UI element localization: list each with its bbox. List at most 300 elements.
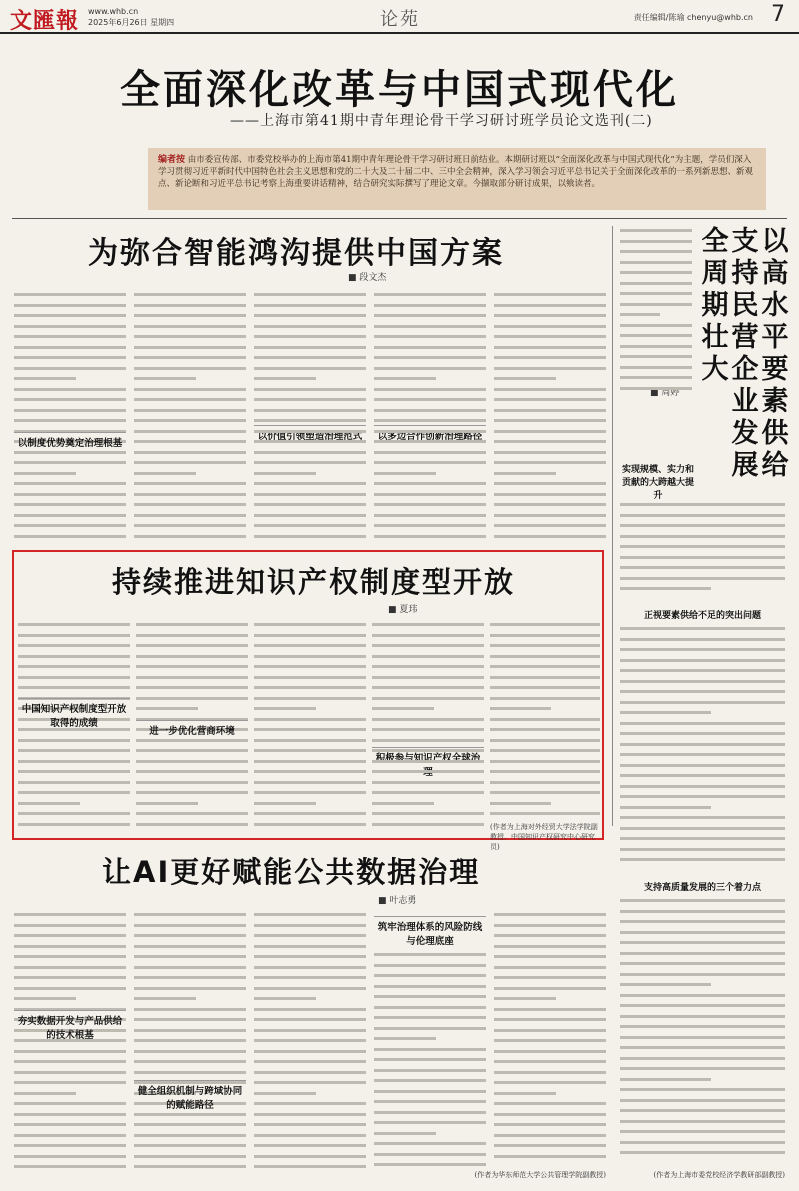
text-line xyxy=(620,1012,785,1018)
text-line xyxy=(14,521,126,527)
text-line xyxy=(14,374,76,380)
article-1-subhead-1: 以制度优势奠定治理根基 xyxy=(14,432,126,449)
article-1-subhead-3: 以多边合作创新治理路径 xyxy=(374,425,486,442)
text-line xyxy=(18,631,130,637)
text-line xyxy=(18,641,130,647)
text-line xyxy=(620,584,711,590)
text-line xyxy=(494,1057,606,1063)
text-line xyxy=(136,641,248,647)
text-line xyxy=(374,364,486,370)
text-line xyxy=(254,1152,366,1158)
text-line xyxy=(136,820,248,826)
text-line xyxy=(136,767,248,773)
text-line xyxy=(620,1106,785,1112)
text-line xyxy=(372,683,484,689)
text-line xyxy=(620,321,692,327)
text-line xyxy=(14,511,126,517)
issue-date: 2025年6月26日 星期四 xyxy=(88,18,175,27)
text-line xyxy=(136,620,248,626)
text-line xyxy=(372,778,484,784)
text-line xyxy=(374,992,486,998)
text-line xyxy=(134,1141,246,1147)
text-line xyxy=(254,704,316,710)
text-line xyxy=(14,343,126,349)
text-line xyxy=(254,1078,366,1084)
article-1-col-1 xyxy=(14,290,126,545)
text-line xyxy=(18,673,130,679)
text-line xyxy=(18,757,130,763)
text-line xyxy=(14,931,126,937)
text-line xyxy=(372,715,484,721)
title-col-2: 支持民营 企业发展 xyxy=(731,226,759,481)
newspaper-logo: 文匯報 xyxy=(10,8,80,34)
text-line xyxy=(254,994,316,1000)
text-line xyxy=(620,750,785,756)
text-line xyxy=(374,1108,486,1114)
text-line xyxy=(14,1120,126,1126)
text-line xyxy=(620,917,785,923)
text-line xyxy=(620,1001,785,1007)
text-line xyxy=(490,715,600,721)
text-line xyxy=(254,1162,366,1168)
text-line xyxy=(134,910,246,916)
text-line xyxy=(136,704,198,710)
text-line xyxy=(254,406,366,412)
article-1-subhead-2: 以价值引领塑造治理范式 xyxy=(254,425,366,442)
text-line xyxy=(14,1068,126,1074)
text-line xyxy=(254,1068,366,1074)
text-line xyxy=(14,1141,126,1147)
article-byline-3: ■ 夏玮 xyxy=(388,602,417,615)
text-line xyxy=(14,952,126,958)
text-line xyxy=(620,928,785,934)
text-line xyxy=(374,332,486,338)
text-line xyxy=(134,1131,246,1137)
text-line xyxy=(372,673,484,679)
text-line xyxy=(494,931,606,937)
text-line xyxy=(494,343,606,349)
text-line xyxy=(620,279,692,285)
text-line xyxy=(620,813,785,819)
text-line xyxy=(620,698,785,704)
text-line xyxy=(254,631,366,637)
text-line xyxy=(254,448,366,454)
article-3-col-4 xyxy=(372,620,484,830)
article-3-subhead-3: 积极参与知识产权全球治理 xyxy=(372,747,484,778)
article-title-3[interactable]: 持续推进知识产权制度型开放 xyxy=(112,565,516,599)
text-line xyxy=(620,855,785,861)
body-text xyxy=(620,624,785,861)
text-line xyxy=(254,1089,316,1095)
text-line xyxy=(14,1099,126,1105)
body-text xyxy=(254,910,366,1168)
text-line xyxy=(134,353,246,359)
text-line xyxy=(134,364,246,370)
text-line xyxy=(254,1026,366,1032)
text-line xyxy=(136,809,248,815)
text-line xyxy=(254,942,366,948)
text-line xyxy=(14,416,126,422)
text-line xyxy=(374,343,486,349)
text-line xyxy=(14,490,126,496)
text-line xyxy=(620,959,785,965)
text-line xyxy=(374,511,486,517)
text-line xyxy=(374,385,486,391)
text-line xyxy=(374,479,486,485)
editor-note xyxy=(148,148,766,210)
text-line xyxy=(14,942,126,948)
text-line xyxy=(374,301,486,307)
article-4-col-3 xyxy=(254,910,366,1180)
article-3-footnote: (作者为上海对外经贸大学法学院副教授、中国知识产权研究中心研究员) xyxy=(490,823,598,851)
text-line xyxy=(620,970,785,976)
text-line xyxy=(254,757,366,763)
text-line xyxy=(490,778,600,784)
text-line xyxy=(134,1068,246,1074)
body-text xyxy=(490,620,600,815)
text-line xyxy=(372,736,484,742)
text-line xyxy=(254,311,366,317)
text-line xyxy=(254,290,366,296)
text-line xyxy=(620,938,785,944)
text-line xyxy=(372,767,484,773)
text-line xyxy=(134,921,246,927)
text-line xyxy=(254,374,316,380)
text-line xyxy=(374,353,486,359)
article-byline-1: ■ 段文杰 xyxy=(348,270,386,283)
feature-subtitle: ——上海市第41期中青年理论骨干学习研讨班学员论文选刊(二) xyxy=(230,113,653,129)
text-line xyxy=(14,395,126,401)
text-line xyxy=(254,1110,366,1116)
text-line xyxy=(494,521,606,527)
text-line xyxy=(136,694,248,700)
text-line xyxy=(254,437,366,443)
text-line xyxy=(134,395,246,401)
text-line xyxy=(254,820,366,826)
text-line xyxy=(136,631,248,637)
text-line xyxy=(494,921,606,927)
text-line xyxy=(620,1054,785,1060)
text-line xyxy=(620,792,785,798)
article-3-col-3 xyxy=(254,620,366,830)
text-line xyxy=(372,809,484,815)
text-line xyxy=(494,1089,556,1095)
text-line xyxy=(494,374,556,380)
text-line xyxy=(620,907,785,913)
text-line xyxy=(490,641,600,647)
text-line xyxy=(620,803,711,809)
text-line xyxy=(494,963,606,969)
text-line xyxy=(18,809,130,815)
text-line xyxy=(14,406,126,412)
text-line xyxy=(620,384,692,390)
text-line xyxy=(494,1078,606,1084)
text-line xyxy=(18,767,130,773)
site-url[interactable]: www.whb.cn xyxy=(88,7,139,16)
text-line xyxy=(374,500,486,506)
article-2-subhead-1: 实现规模、实力和贡献的大跨越大提升 xyxy=(621,465,694,501)
text-line xyxy=(620,761,785,767)
text-line xyxy=(14,311,126,317)
text-line xyxy=(490,694,600,700)
text-line xyxy=(136,662,248,668)
text-line xyxy=(134,500,246,506)
text-line xyxy=(620,834,785,840)
text-line xyxy=(134,1152,246,1158)
text-line xyxy=(494,353,606,359)
text-line xyxy=(494,1036,606,1042)
article-1-col-4 xyxy=(374,290,486,545)
text-line xyxy=(620,824,785,830)
text-line xyxy=(134,343,246,349)
text-line xyxy=(254,385,366,391)
text-line xyxy=(254,479,366,485)
text-line xyxy=(374,1129,436,1135)
text-line xyxy=(620,1117,785,1123)
article-4-col-1 xyxy=(14,910,126,1180)
article-4-col-5 xyxy=(494,910,606,1165)
text-line xyxy=(374,1139,486,1145)
text-line xyxy=(14,458,126,464)
text-line xyxy=(134,1057,246,1063)
text-line xyxy=(18,652,130,658)
text-line xyxy=(620,268,692,274)
text-line xyxy=(254,809,366,815)
text-line xyxy=(620,729,785,735)
text-line xyxy=(14,1152,126,1158)
text-line xyxy=(374,971,486,977)
text-line xyxy=(620,771,785,777)
text-line xyxy=(136,778,248,784)
body-text xyxy=(374,290,486,538)
text-line xyxy=(494,364,606,370)
text-line xyxy=(490,683,600,689)
text-line xyxy=(494,1015,606,1021)
text-line xyxy=(494,994,556,1000)
article-2-subhead-3: 支持高质量发展的三个着力点 xyxy=(643,883,761,893)
text-line xyxy=(620,363,692,369)
text-line xyxy=(134,1005,246,1011)
text-line xyxy=(254,1099,366,1105)
section-name: 论苑 xyxy=(380,9,420,30)
text-line xyxy=(254,1057,366,1063)
text-line xyxy=(254,395,366,401)
text-line xyxy=(494,427,606,433)
text-line xyxy=(254,322,366,328)
text-line xyxy=(494,1047,606,1053)
text-line xyxy=(136,746,248,752)
text-line xyxy=(494,532,606,538)
article-title-2[interactable] xyxy=(700,226,790,481)
text-line xyxy=(254,1120,366,1126)
text-line xyxy=(374,1066,486,1072)
text-line xyxy=(490,725,600,731)
text-line xyxy=(494,1141,606,1147)
text-line xyxy=(14,963,126,969)
text-line xyxy=(254,427,366,433)
text-line xyxy=(254,984,366,990)
text-line xyxy=(374,532,486,538)
text-line xyxy=(14,353,126,359)
article-4-footnote: (作者为华东师范大学公共管理学院副教授) xyxy=(474,1171,606,1179)
text-line xyxy=(254,641,366,647)
text-line xyxy=(620,500,785,506)
text-line xyxy=(14,984,126,990)
text-line xyxy=(494,910,606,916)
text-line xyxy=(372,694,484,700)
text-line xyxy=(374,322,486,328)
text-line xyxy=(372,631,484,637)
text-line xyxy=(254,799,316,805)
body-text xyxy=(254,290,366,538)
text-line xyxy=(134,963,246,969)
text-line xyxy=(254,332,366,338)
text-line xyxy=(374,1076,486,1082)
text-line xyxy=(14,910,126,916)
text-line xyxy=(490,809,600,815)
text-line xyxy=(136,683,248,689)
text-line xyxy=(254,778,366,784)
text-line xyxy=(134,427,246,433)
text-line xyxy=(374,1150,486,1156)
text-line xyxy=(14,479,126,485)
text-line xyxy=(134,931,246,937)
text-line xyxy=(134,1120,246,1126)
text-line xyxy=(620,1148,785,1154)
text-line xyxy=(374,1045,486,1051)
text-line xyxy=(494,1099,606,1105)
text-line xyxy=(494,942,606,948)
text-line xyxy=(372,799,434,805)
text-line xyxy=(494,1120,606,1126)
text-line xyxy=(134,1036,246,1042)
text-line xyxy=(254,736,366,742)
text-line xyxy=(254,662,366,668)
text-line xyxy=(14,364,126,370)
article-2-subhead-2: 正视要素供给不足的突出问题 xyxy=(643,611,761,621)
body-text xyxy=(134,290,246,538)
text-line xyxy=(254,767,366,773)
text-line xyxy=(18,778,130,784)
article-1-col-3 xyxy=(254,290,366,545)
article-title-1[interactable]: 为弥合智能鸿沟提供中国方案 xyxy=(88,236,504,271)
article-4-subhead-1: 夯实数据开发与产品供给的技术根基 xyxy=(14,1010,126,1041)
text-line xyxy=(372,820,484,826)
text-line xyxy=(134,973,246,979)
text-line xyxy=(620,708,711,714)
text-line xyxy=(494,395,606,401)
text-line xyxy=(490,788,600,794)
text-line xyxy=(136,757,248,763)
text-line xyxy=(254,694,366,700)
text-line xyxy=(254,973,366,979)
divider xyxy=(12,218,787,219)
text-line xyxy=(490,799,551,805)
text-line xyxy=(620,342,692,348)
text-line xyxy=(620,677,785,683)
text-line xyxy=(134,521,246,527)
text-line xyxy=(14,1110,126,1116)
text-line xyxy=(494,290,606,296)
text-line xyxy=(620,991,785,997)
text-line xyxy=(620,289,692,295)
text-line xyxy=(494,479,606,485)
text-line xyxy=(14,1089,76,1095)
text-line xyxy=(134,332,246,338)
article-4-subhead-2: 健全组织机制与跨域协同的赋能路径 xyxy=(134,1080,246,1111)
text-line xyxy=(620,1138,785,1144)
text-line xyxy=(18,799,80,805)
text-line xyxy=(620,1096,785,1102)
text-line xyxy=(494,1005,606,1011)
text-line xyxy=(494,406,606,412)
text-line xyxy=(254,469,316,475)
article-title-4[interactable]: 让AI更好赋能公共数据治理 xyxy=(102,855,481,889)
text-line xyxy=(374,1055,486,1061)
text-line xyxy=(134,322,246,328)
text-line xyxy=(372,641,484,647)
text-line xyxy=(620,782,785,788)
text-line xyxy=(620,226,692,232)
text-line xyxy=(18,820,130,826)
text-line xyxy=(620,521,785,527)
text-line xyxy=(254,1047,366,1053)
text-line xyxy=(372,757,484,763)
text-line xyxy=(254,931,366,937)
text-line xyxy=(14,1162,126,1168)
text-line xyxy=(494,952,606,958)
masthead xyxy=(0,0,799,34)
text-line xyxy=(374,982,486,988)
text-line xyxy=(254,343,366,349)
article-2-col-1 xyxy=(620,226,692,396)
text-line xyxy=(374,458,486,464)
text-line xyxy=(620,666,785,672)
text-line xyxy=(374,374,436,380)
article-3-col-5 xyxy=(490,620,600,820)
text-line xyxy=(254,683,366,689)
text-line xyxy=(490,746,600,752)
text-line xyxy=(14,290,126,296)
feature-title: 全面深化改革与中国式现代化 xyxy=(120,67,679,113)
text-line xyxy=(14,322,126,328)
text-line xyxy=(134,406,246,412)
text-line xyxy=(254,458,366,464)
text-line xyxy=(494,469,556,475)
text-line xyxy=(494,500,606,506)
text-line xyxy=(490,620,600,626)
text-line xyxy=(372,725,484,731)
text-line xyxy=(620,1033,785,1039)
text-line xyxy=(254,952,366,958)
article-4-subhead-3: 筑牢治理体系的风险防线与伦理底座 xyxy=(374,916,486,947)
text-line xyxy=(490,631,600,637)
text-line xyxy=(374,416,486,422)
text-line xyxy=(620,352,692,358)
text-line xyxy=(620,1043,785,1049)
text-line xyxy=(374,1118,486,1124)
text-line xyxy=(134,448,246,454)
text-line xyxy=(490,757,600,763)
text-line xyxy=(374,469,436,475)
text-line xyxy=(134,1047,246,1053)
text-line xyxy=(494,984,606,990)
text-line xyxy=(134,416,246,422)
text-line xyxy=(254,1141,366,1147)
text-line xyxy=(620,310,660,316)
text-line xyxy=(620,845,785,851)
text-line xyxy=(374,1003,486,1009)
